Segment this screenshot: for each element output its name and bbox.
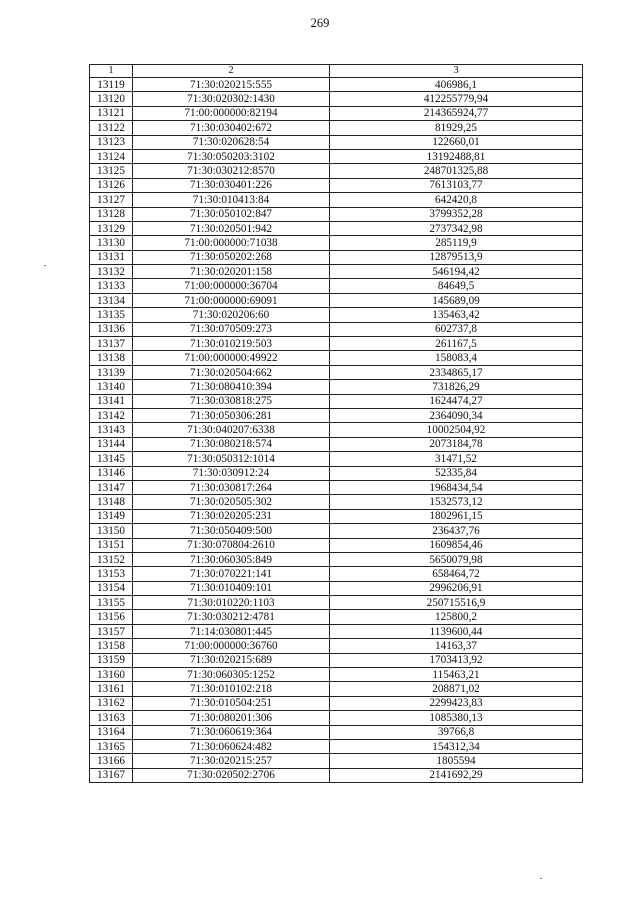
cadastral-value-cell: 546194,42 bbox=[330, 265, 583, 279]
cadastral-number-cell: 71:30:080410:394 bbox=[133, 380, 330, 394]
cadastral-value-cell: 214365924,77 bbox=[330, 106, 583, 120]
row-number-cell: 13164 bbox=[90, 725, 133, 739]
cadastral-number-cell: 71:30:060305:849 bbox=[133, 552, 330, 566]
cadastral-number-cell: 71:30:020215:257 bbox=[133, 754, 330, 768]
cadastral-number-cell: 71:00:000000:82194 bbox=[133, 106, 330, 120]
cadastral-value-cell: 1624474,27 bbox=[330, 394, 583, 408]
cadastral-number-cell: 71:30:020502:2706 bbox=[133, 768, 330, 782]
cadastral-number-cell: 71:30:030912:24 bbox=[133, 466, 330, 480]
cadastral-number-cell: 71:30:070221:141 bbox=[133, 567, 330, 581]
column-header-1: 1 bbox=[90, 65, 133, 78]
cadastral-value-cell: 602737,8 bbox=[330, 322, 583, 336]
row-number-cell: 13157 bbox=[90, 624, 133, 638]
cadastral-number-cell: 71:30:030401:226 bbox=[133, 178, 330, 192]
row-number-cell: 13123 bbox=[90, 135, 133, 149]
scan-speck bbox=[540, 878, 542, 879]
table-row bbox=[90, 696, 583, 710]
row-number-cell: 13155 bbox=[90, 596, 133, 610]
table-row bbox=[90, 92, 583, 106]
cadastral-value-cell: 81929,25 bbox=[330, 121, 583, 135]
row-number-cell: 13139 bbox=[90, 365, 133, 379]
table-row bbox=[90, 639, 583, 653]
row-number-cell: 13124 bbox=[90, 149, 133, 163]
row-number-cell: 13163 bbox=[90, 711, 133, 725]
cadastral-number-cell: 71:30:050203:3102 bbox=[133, 149, 330, 163]
cadastral-value-cell: 125800,2 bbox=[330, 610, 583, 624]
row-number-cell: 13120 bbox=[90, 92, 133, 106]
cadastral-value-cell: 12879513,9 bbox=[330, 250, 583, 264]
table-row bbox=[90, 466, 583, 480]
cadastral-value-cell: 658464,72 bbox=[330, 567, 583, 581]
cadastral-number-cell: 71:30:050409:500 bbox=[133, 524, 330, 538]
table-row bbox=[90, 739, 583, 753]
row-number-cell: 13129 bbox=[90, 221, 133, 235]
table-row bbox=[90, 135, 583, 149]
cadastral-value-cell: 122660,01 bbox=[330, 135, 583, 149]
table-row bbox=[90, 207, 583, 221]
table-row bbox=[90, 250, 583, 264]
cadastral-number-cell: 71:30:020205:231 bbox=[133, 509, 330, 523]
cadastral-value-cell: 285119,9 bbox=[330, 236, 583, 250]
row-number-cell: 13142 bbox=[90, 408, 133, 422]
table-row bbox=[90, 480, 583, 494]
table-row bbox=[90, 423, 583, 437]
row-number-cell: 13125 bbox=[90, 164, 133, 178]
row-number-cell: 13145 bbox=[90, 452, 133, 466]
cadastral-number-cell: 71:30:010504:251 bbox=[133, 696, 330, 710]
row-number-cell: 13133 bbox=[90, 279, 133, 293]
cadastral-value-cell: 1703413,92 bbox=[330, 653, 583, 667]
cadastral-value-cell: 13192488,81 bbox=[330, 149, 583, 163]
cadastral-number-cell: 71:30:020501:942 bbox=[133, 221, 330, 235]
row-number-cell: 13122 bbox=[90, 121, 133, 135]
row-number-cell: 13131 bbox=[90, 250, 133, 264]
table-row bbox=[90, 106, 583, 120]
row-number-cell: 13152 bbox=[90, 552, 133, 566]
cadastral-number-cell: 71:30:050306:281 bbox=[133, 408, 330, 422]
row-number-cell: 13149 bbox=[90, 509, 133, 523]
row-number-cell: 13161 bbox=[90, 682, 133, 696]
table-row bbox=[90, 149, 583, 163]
cadastral-value-cell: 31471,52 bbox=[330, 452, 583, 466]
cadastral-value-cell: 412255779,94 bbox=[330, 92, 583, 106]
cadastral-number-cell: 71:30:050202:268 bbox=[133, 250, 330, 264]
table-row bbox=[90, 380, 583, 394]
table-row bbox=[90, 236, 583, 250]
row-number-cell: 13137 bbox=[90, 337, 133, 351]
cadastral-value-cell: 135463,42 bbox=[330, 308, 583, 322]
table-row bbox=[90, 279, 583, 293]
cadastral-value-cell: 1805594 bbox=[330, 754, 583, 768]
row-number-cell: 13130 bbox=[90, 236, 133, 250]
cadastral-value-cell: 1139600,44 bbox=[330, 624, 583, 638]
cadastral-value-cell: 2299423,83 bbox=[330, 696, 583, 710]
row-number-cell: 13154 bbox=[90, 581, 133, 595]
cadastral-value-cell: 52335,84 bbox=[330, 466, 583, 480]
cadastral-value-cell: 5650079,98 bbox=[330, 552, 583, 566]
table-row bbox=[90, 408, 583, 422]
row-number-cell: 13156 bbox=[90, 610, 133, 624]
cadastral-value-cell: 158083,4 bbox=[330, 351, 583, 365]
table-row bbox=[90, 221, 583, 235]
row-number-cell: 13153 bbox=[90, 567, 133, 581]
table-row bbox=[90, 308, 583, 322]
cadastral-value-cell: 1532573,12 bbox=[330, 495, 583, 509]
table-row bbox=[90, 293, 583, 307]
cadastral-value-cell: 208871,02 bbox=[330, 682, 583, 696]
row-number-cell: 13121 bbox=[90, 106, 133, 120]
cadastral-number-cell: 71:30:060619:364 bbox=[133, 725, 330, 739]
cadastral-number-cell: 71:30:080218:574 bbox=[133, 437, 330, 451]
cadastral-number-cell: 71:14:030801:445 bbox=[133, 624, 330, 638]
cadastral-number-cell: 71:30:030402:672 bbox=[133, 121, 330, 135]
table-row bbox=[90, 164, 583, 178]
row-number-cell: 13151 bbox=[90, 538, 133, 552]
cadastral-number-cell: 71:30:060624:482 bbox=[133, 739, 330, 753]
table-row bbox=[90, 682, 583, 696]
cadastral-value-cell: 2073184,78 bbox=[330, 437, 583, 451]
table-row bbox=[90, 524, 583, 538]
table-row bbox=[90, 437, 583, 451]
table-body bbox=[90, 78, 583, 783]
cadastral-value-cell: 1085380,13 bbox=[330, 711, 583, 725]
table-header-row bbox=[90, 65, 583, 78]
cadastral-value-cell: 2996206,91 bbox=[330, 581, 583, 595]
table-row bbox=[90, 509, 583, 523]
row-number-cell: 13136 bbox=[90, 322, 133, 336]
column-header-3: 3 bbox=[330, 65, 583, 78]
row-number-cell: 13141 bbox=[90, 394, 133, 408]
cadastral-value-cell: 642420,8 bbox=[330, 193, 583, 207]
cadastral-number-cell: 71:00:000000:71038 bbox=[133, 236, 330, 250]
cadastral-number-cell: 71:30:010219:503 bbox=[133, 337, 330, 351]
table-row bbox=[90, 668, 583, 682]
table-row bbox=[90, 610, 583, 624]
table-row bbox=[90, 538, 583, 552]
cadastral-number-cell: 71:00:000000:49922 bbox=[133, 351, 330, 365]
table-row bbox=[90, 351, 583, 365]
table-row bbox=[90, 596, 583, 610]
cadastral-value-cell: 406986,1 bbox=[330, 78, 583, 92]
cadastral-number-cell: 71:30:040207:6338 bbox=[133, 423, 330, 437]
table-row bbox=[90, 653, 583, 667]
cadastral-value-cell: 1802961,15 bbox=[330, 509, 583, 523]
table-row bbox=[90, 452, 583, 466]
row-number-cell: 13148 bbox=[90, 495, 133, 509]
cadastral-value-cell: 2141692,29 bbox=[330, 768, 583, 782]
cadastral-number-cell: 71:30:020628:54 bbox=[133, 135, 330, 149]
cadastral-number-cell: 71:30:080201:306 bbox=[133, 711, 330, 725]
row-number-cell: 13165 bbox=[90, 739, 133, 753]
table-row bbox=[90, 552, 583, 566]
cadastral-value-cell: 2364090,34 bbox=[330, 408, 583, 422]
cadastral-value-cell: 250715516,9 bbox=[330, 596, 583, 610]
cadastral-value-cell: 248701325,88 bbox=[330, 164, 583, 178]
cadastral-number-cell: 71:30:030212:8570 bbox=[133, 164, 330, 178]
table-row bbox=[90, 581, 583, 595]
cadastral-number-cell: 71:30:010102:218 bbox=[133, 682, 330, 696]
cadastral-number-cell: 71:00:000000:69091 bbox=[133, 293, 330, 307]
row-number-cell: 13147 bbox=[90, 480, 133, 494]
table-row bbox=[90, 193, 583, 207]
cadastral-number-cell: 71:30:070509:273 bbox=[133, 322, 330, 336]
row-number-cell: 13160 bbox=[90, 668, 133, 682]
table-row bbox=[90, 495, 583, 509]
cadastral-number-cell: 71:30:010220:1103 bbox=[133, 596, 330, 610]
row-number-cell: 13159 bbox=[90, 653, 133, 667]
row-number-cell: 13127 bbox=[90, 193, 133, 207]
cadastral-value-cell: 39766,8 bbox=[330, 725, 583, 739]
cadastral-value-cell: 7613103,77 bbox=[330, 178, 583, 192]
cadastral-value-cell: 145689,09 bbox=[330, 293, 583, 307]
table-row bbox=[90, 711, 583, 725]
table-row bbox=[90, 394, 583, 408]
row-number-cell: 13119 bbox=[90, 78, 133, 92]
table-row bbox=[90, 365, 583, 379]
row-number-cell: 13138 bbox=[90, 351, 133, 365]
cadastral-value-cell: 1968434,54 bbox=[330, 480, 583, 494]
row-number-cell: 13126 bbox=[90, 178, 133, 192]
table-row bbox=[90, 78, 583, 92]
cadastral-number-cell: 71:30:020201:158 bbox=[133, 265, 330, 279]
row-number-cell: 13144 bbox=[90, 437, 133, 451]
cadastral-number-cell: 71:00:000000:36704 bbox=[133, 279, 330, 293]
cadastral-number-cell: 71:00:000000:36760 bbox=[133, 639, 330, 653]
cadastral-value-cell: 84649,5 bbox=[330, 279, 583, 293]
cadastral-number-cell: 71:30:020505:302 bbox=[133, 495, 330, 509]
cadastral-number-cell: 71:30:010409:101 bbox=[133, 581, 330, 595]
table-row bbox=[90, 567, 583, 581]
table-row bbox=[90, 725, 583, 739]
row-number-cell: 13166 bbox=[90, 754, 133, 768]
row-number-cell: 13158 bbox=[90, 639, 133, 653]
cadastral-number-cell: 71:30:050102:847 bbox=[133, 207, 330, 221]
scan-speck bbox=[44, 265, 46, 266]
cadastral-value-table bbox=[89, 64, 583, 783]
cadastral-number-cell: 71:30:010413:84 bbox=[133, 193, 330, 207]
cadastral-value-cell: 236437,76 bbox=[330, 524, 583, 538]
cadastral-value-cell: 261167,5 bbox=[330, 337, 583, 351]
cadastral-value-cell: 154312,34 bbox=[330, 739, 583, 753]
table-row bbox=[90, 337, 583, 351]
table-row bbox=[90, 178, 583, 192]
cadastral-value-cell: 10002504,92 bbox=[330, 423, 583, 437]
cadastral-value-cell: 1609854,46 bbox=[330, 538, 583, 552]
table-row bbox=[90, 121, 583, 135]
table-row bbox=[90, 768, 583, 782]
cadastral-number-cell: 71:30:020302:1430 bbox=[133, 92, 330, 106]
cadastral-number-cell: 71:30:030817:264 bbox=[133, 480, 330, 494]
cadastral-number-cell: 71:30:070804:2610 bbox=[133, 538, 330, 552]
cadastral-number-cell: 71:30:020206:60 bbox=[133, 308, 330, 322]
cadastral-number-cell: 71:30:050312:1014 bbox=[133, 452, 330, 466]
table-row bbox=[90, 322, 583, 336]
table-row bbox=[90, 265, 583, 279]
column-header-2: 2 bbox=[133, 65, 330, 78]
cadastral-number-cell: 71:30:030212:4781 bbox=[133, 610, 330, 624]
row-number-cell: 13135 bbox=[90, 308, 133, 322]
cadastral-number-cell: 71:30:020504:662 bbox=[133, 365, 330, 379]
cadastral-number-cell: 71:30:060305:1252 bbox=[133, 668, 330, 682]
cadastral-value-cell: 14163,37 bbox=[330, 639, 583, 653]
row-number-cell: 13140 bbox=[90, 380, 133, 394]
table-row bbox=[90, 624, 583, 638]
cadastral-number-cell: 71:30:020215:689 bbox=[133, 653, 330, 667]
cadastral-number-cell: 71:30:030818:275 bbox=[133, 394, 330, 408]
cadastral-value-cell: 2334865,17 bbox=[330, 365, 583, 379]
cadastral-value-cell: 2737342,98 bbox=[330, 221, 583, 235]
row-number-cell: 13143 bbox=[90, 423, 133, 437]
cadastral-value-cell: 731826,29 bbox=[330, 380, 583, 394]
cadastral-number-cell: 71:30:020215:555 bbox=[133, 78, 330, 92]
row-number-cell: 13132 bbox=[90, 265, 133, 279]
cadastral-value-cell: 3799352,28 bbox=[330, 207, 583, 221]
row-number-cell: 13167 bbox=[90, 768, 133, 782]
row-number-cell: 13162 bbox=[90, 696, 133, 710]
cadastral-value-cell: 115463,21 bbox=[330, 668, 583, 682]
row-number-cell: 13134 bbox=[90, 293, 133, 307]
table-row bbox=[90, 754, 583, 768]
row-number-cell: 13128 bbox=[90, 207, 133, 221]
row-number-cell: 13146 bbox=[90, 466, 133, 480]
row-number-cell: 13150 bbox=[90, 524, 133, 538]
page-number: 269 bbox=[310, 16, 330, 30]
